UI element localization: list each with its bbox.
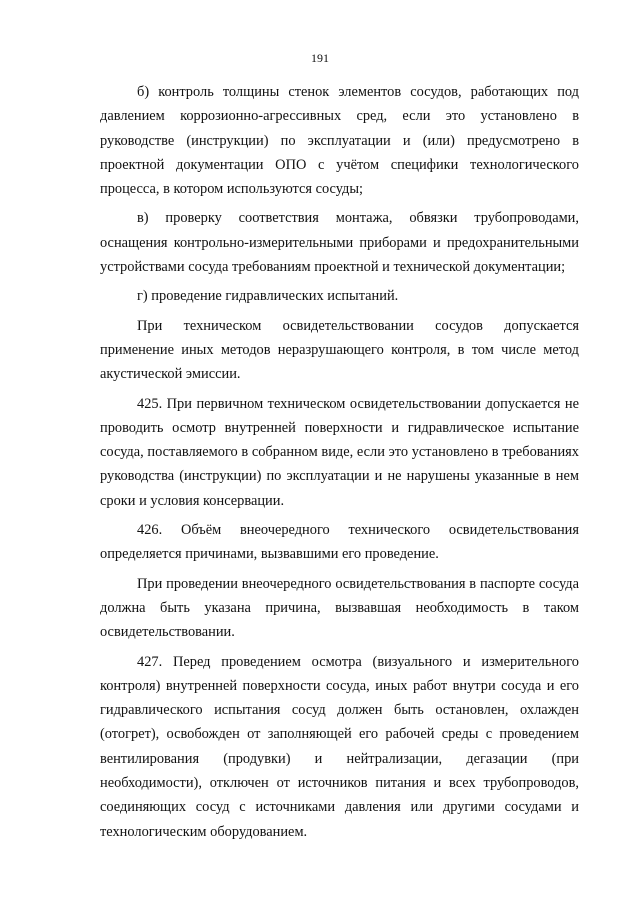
paragraph-425-initial-inspection: 425. При первичном техническом освидетельствовании допускается не проводить осмотр внутренней поверхности и гидравлическое испытание сосуда, поставляемого в собранном виде, если это установлено в требованиях руководства (инструкции) по эксплуатации и не нарушены указанные в нем сроки и условия консервации.: [100, 395, 579, 509]
page-number: 191: [311, 51, 329, 65]
paragraph-acoustic-emission: При техническом освидетельствовании сосудов допускается применение иных методов неразрушающего контроля, в том числе метод акустической эмиссии.: [100, 317, 579, 383]
paragraph-426-extraordinary-inspection: 426. Объём внеочередного технического освидетельствования определяется причинами, вызвавшими его проведение.: [100, 522, 579, 563]
paragraph-g-hydraulic-tests: г) проведение гидравлических испытаний.: [137, 288, 399, 305]
paragraph-v-installation-check: в) проверку соответствия монтажа, обвязки трубопроводами, оснащения контрольно-измерительными приборами и предохранительными устройствами сосуда требованиям проектной и технической документации;: [100, 210, 579, 276]
paragraph-427-vessel-preparation: 427. Перед проведением осмотра (визуального и измерительного контроля) внутренней поверхности сосуда, иных работ внутри сосуда и его гидравлического испытания сосуд должен быть остановлен, охлажден (отогрет), освобожден от заполняющей его рабочей среды с проведением вентилирования (продувки) и нейтрализации, дегазации (при необходимости), отключен от источников питания и всех трубопроводов, соединяющих сосуд с источниками давления или другими сосудами и технологическим оборудованием.: [100, 653, 579, 840]
paragraph-extraordinary-passport-reason: При проведении внеочередного освидетельствования в паспорте сосуда должна быть указана причина, вызвавшая необходимость в таком освидетельствовании.: [100, 575, 579, 641]
document-body: [100, 80, 579, 844]
paragraph-b-wall-thickness-control: б) контроль толщины стенок элементов сосудов, работающих под давлением коррозионно-агрессивных сред, если это установлено в руководстве (инструкции) по эксплуатации и (или) предусмотрено в проектной документации ОПО с учётом специфики технологического процесса, в котором используются сосуды;: [100, 84, 579, 198]
